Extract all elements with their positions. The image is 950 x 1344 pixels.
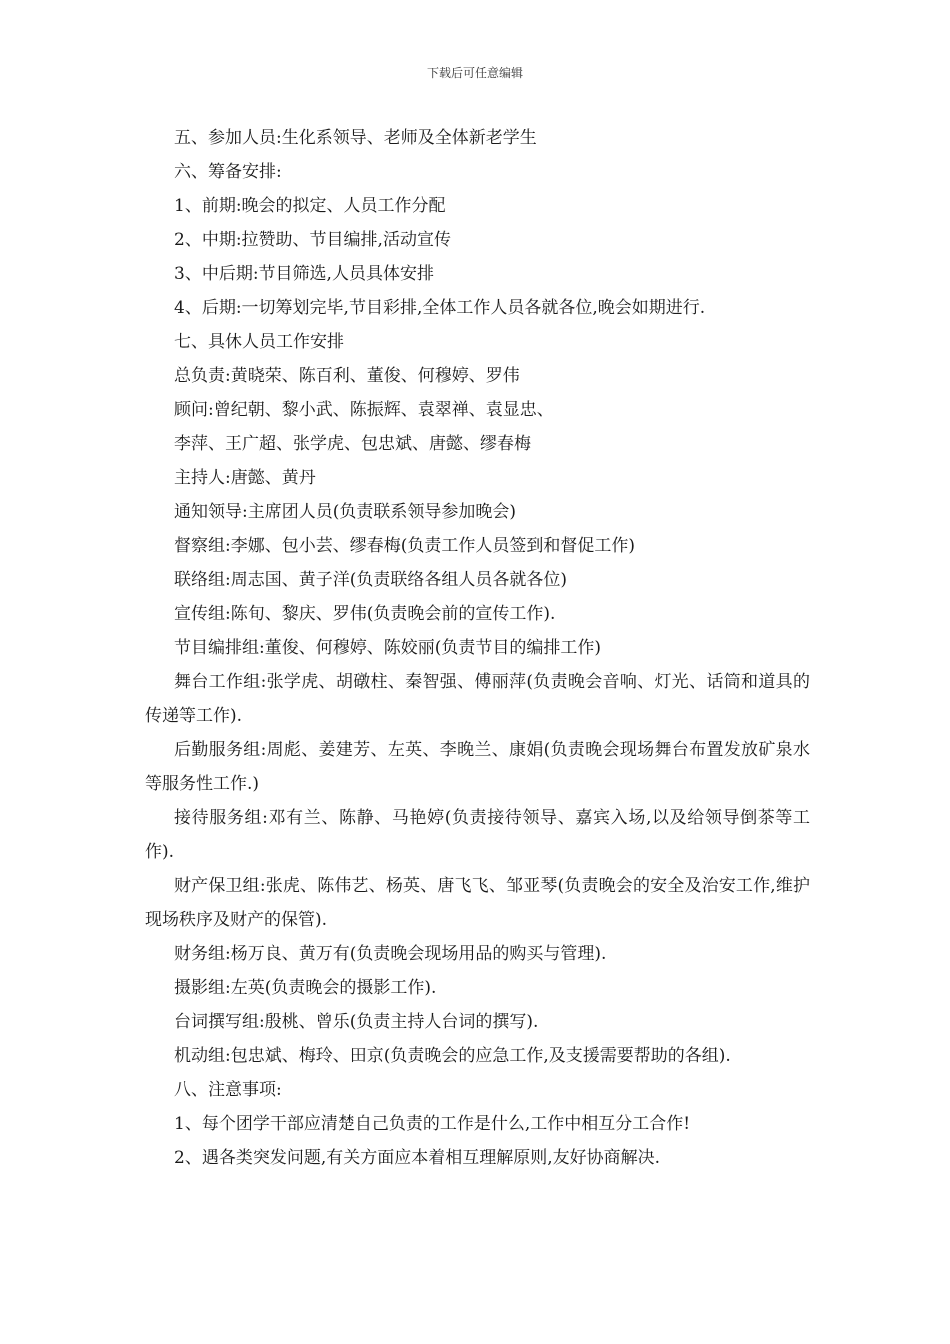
- security-group: 财产保卫组:张虎、陈伟艺、杨英、唐飞飞、邹亚琴(负责晚会的安全及治安工作,维护现场秩序及财产的保管).: [145, 876, 810, 930]
- note-1: 1、每个团学干部应清楚自己负责的工作是什么,工作中相互分工合作!: [174, 1114, 691, 1134]
- program-group: 节目编排组:董俊、何穆婷、陈姣丽(负责节目的编排工作): [174, 638, 601, 658]
- notify-leaders: 通知领导:主席团人员(负责联系领导参加晚会): [174, 502, 516, 522]
- section-notes: 八、注意事项:: [174, 1080, 282, 1100]
- finance-group: 财务组:杨万良、黄万有(负责晚会现场用品的购买与管理).: [174, 944, 607, 964]
- section-staff-arrangement: 七、具休人员工作安排: [174, 332, 344, 352]
- supervision-group: 督察组:李娜、包小芸、缪春梅(负责工作人员签到和督促工作): [174, 536, 635, 556]
- publicity-group: 宣传组:陈旬、黎庆、罗伟(负责晚会前的宣传工作).: [174, 604, 556, 624]
- note-2: 2、遇各类突发问题,有关方面应本着相互理解原则,友好协商解决.: [174, 1148, 661, 1168]
- section-preparation: 六、筹备安排:: [174, 162, 282, 182]
- hosts: 主持人:唐懿、黄丹: [174, 468, 316, 488]
- section-participants: 五、参加人员:生化系领导、老师及全体新老学生: [174, 128, 537, 148]
- stage-group: 舞台工作组:张学虎、胡礅柱、秦智强、傅丽萍(负责晚会音响、灯光、话筒和道具的传递等工作).: [145, 672, 810, 726]
- general-lead: 总负责:黄晓荣、陈百利、董俊、何穆婷、罗伟: [174, 366, 520, 386]
- page-header: 下载后可任意编辑: [426, 66, 523, 80]
- prep-late-stage: 4、后期:一切筹划完毕,节目彩排,全体工作人员各就各位,晚会如期进行.: [174, 298, 706, 318]
- advisors-line-2: 李萍、王广超、张学虎、包忠斌、唐懿、缪春梅: [174, 434, 531, 454]
- prep-mid-late-stage: 3、中后期:节目筛选,人员具体安排: [174, 264, 434, 284]
- reception-group: 接待服务组:邓有兰、陈静、马艳婷(负责接待领导、嘉宾入场,以及给领导倒茶等工作).: [145, 808, 810, 862]
- mobile-group: 机动组:包忠斌、梅玲、田京(负责晚会的应急工作,及支援需要帮助的各组).: [174, 1046, 731, 1066]
- document-body: [145, 121, 810, 1175]
- advisors-line-1: 顾问:曾纪朝、黎小武、陈振辉、袁翠禅、袁显忠、: [174, 400, 554, 420]
- prep-early-stage: 1、前期:晚会的拟定、人员工作分配: [174, 196, 446, 216]
- prep-middle-stage: 2、中期:拉赞助、节目编排,活动宣传: [174, 230, 451, 250]
- script-group: 台词撰写组:殷桃、曾乐(负责主持人台词的撰写).: [174, 1012, 539, 1032]
- logistics-group: 后勤服务组:周彪、姜建芳、左英、李晚兰、康娟(负责晚会现场舞台布置发放矿泉水等服务性工作.): [145, 740, 810, 794]
- photography-group: 摄影组:左英(负责晚会的摄影工作).: [174, 978, 437, 998]
- liaison-group: 联络组:周志国、黄子洋(负责联络各组人员各就各位): [174, 570, 567, 590]
